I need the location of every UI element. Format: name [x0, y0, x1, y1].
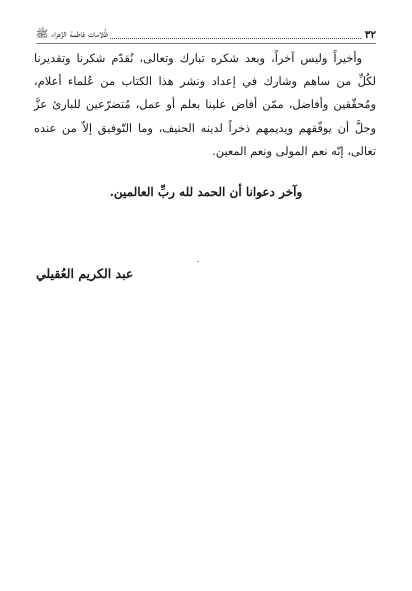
running-header [36, 26, 376, 42]
closing-line: وآخر دعوانا أن الحمد لله ربِّ العالمين. [109, 185, 303, 199]
running-title: ظُلامات فاطمة الزَّهراء ﷺ [36, 29, 109, 40]
acknowledgement-paragraph: وأخيراً وليس آخراً، وبعد شكره تبارك وتعالى، نُقدّم شكرنا وتقديرنا لكُلِّ من ساهم وشارك في إعداد ونشر هذا الكتاب من عُلماء أعلام، ومُحقّقين وأفاضل، ممّن أفاض علينا بعلم أو عمل، مُتضرّعين للبارئ عزَّ وجلَّ أن يوفّقهم ويديمهم ذخراً لدينه الحنيف، وما التّوفيق إلاّ من عنده تعالى، إنّه نعم المولى ونعم المعين. [34, 51, 376, 158]
dotted-leader [110, 38, 361, 39]
main-text [34, 47, 376, 163]
scan-speck [197, 261, 199, 262]
page-number: ٣٢ [364, 29, 376, 41]
author-signature: عبد الكريم العُقيلي [36, 266, 134, 281]
header-rule [36, 43, 376, 44]
